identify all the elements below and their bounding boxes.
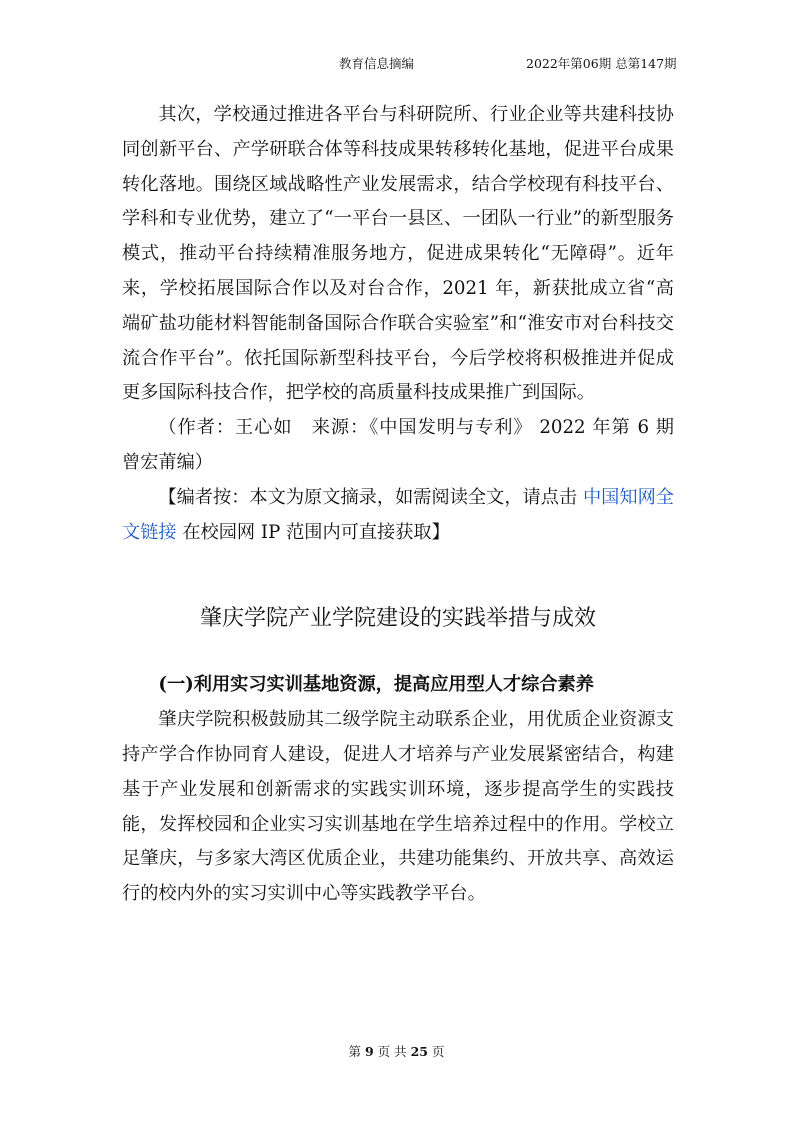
article2-section-heading: (一)利用实习实训基地资源，提高应用型人才综合素养 <box>158 674 594 696</box>
page-header <box>0 54 793 74</box>
editor-note <box>122 481 674 551</box>
page-prefix: 第 <box>348 1044 365 1059</box>
article2-title: 肇庆学院产业学院建设的实践举措与成效 <box>199 606 596 632</box>
page-current: 9 <box>364 1044 374 1059</box>
editor-note-suffix: 在校园网 IP 范围内可直接获取】 <box>176 521 450 543</box>
article1-credit: （作者：王心如 来源：《中国发明与专利》 2022 年第 6 期 曾宏莆编） <box>122 417 693 473</box>
cnki-fulltext-link[interactable]: 中国知网全文链接 <box>122 486 674 543</box>
page-total: 25 <box>410 1044 429 1059</box>
editor-note-prefix: 【编者按：本文为原文摘录，如需阅读全文，请点击 <box>158 486 583 508</box>
issue-info: 2022年第06期 总第147期 <box>526 56 677 71</box>
page-middle: 页 共 <box>373 1044 411 1059</box>
publication-name: 教育信息摘编 <box>339 56 415 71</box>
article2-paragraph: 肇庆学院积极鼓励其二级学院主动联系企业，用优质企业资源支持产学合作协同育人建设，促进人才培养与产业发展紧密结合，构建基于产业发展和创新需求的实践实训环境，逐步提高学生的实践技能，发挥校园和企业实习实训基地在学生培养过程中的作用。学校立足肇庆，与多家大湾区优质企业，共建功能集约、开放共享、高效运行的校内外的实习实训中心等实践教学平台。 <box>122 709 674 905</box>
page-footer <box>0 1042 793 1060</box>
article1-paragraph: 其次，学校通过推进各平台与科研院所、行业企业等共建科技协同创新平台、产学研联合体等科技成果转移转化基地，促进平台成果转化落地。围绕区域战略性产业发展需求，结合学校现有科技平台、学科和专业优势，建立了“一平台一县区、一团队一行业”的新型服务模式，推动平台持续精准服务地方，促进成果转化“无障碍”。近年来，学校拓展国际合作以及对台合作，2021 年，新获批成立省“高端矿盐功能材料智能制备国际合作联合实验室”和“淮安市对台科技交流合作平台”。依托国际新型科技平台，今后学校将积极推进并促成更多国际科技合作，把学校的高质量科技成果推广到国际。 <box>122 104 674 404</box>
page-content <box>122 98 693 912</box>
page-suffix: 页 <box>428 1044 445 1059</box>
